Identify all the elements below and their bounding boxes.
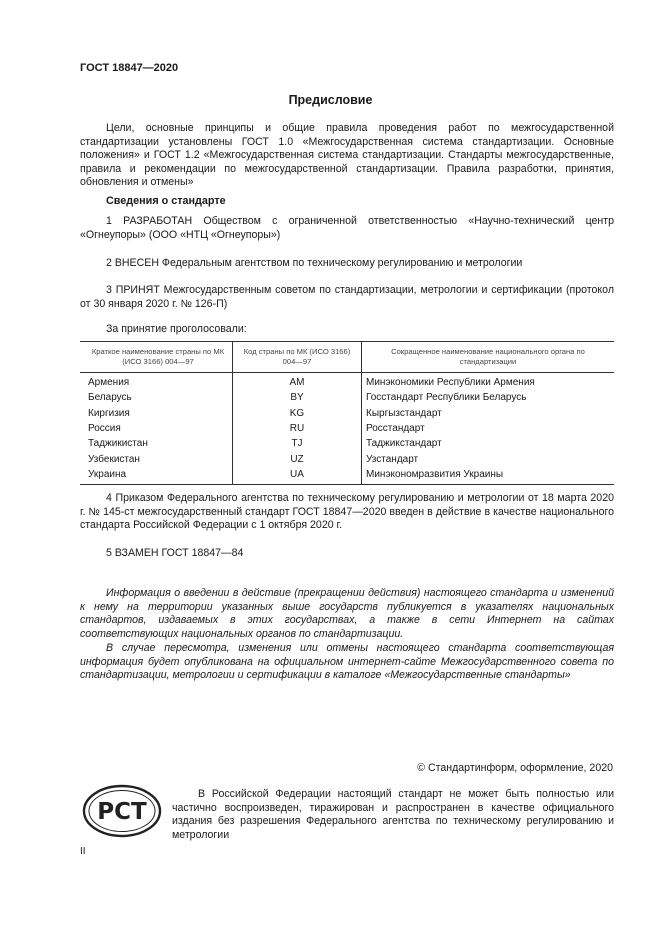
body-cell: Кыргызстандарт (362, 406, 615, 421)
country-cell: Беларусь (88, 392, 132, 404)
page-number: II (80, 846, 86, 857)
info-publication-note: Информация о введении в действие (прекращении действия) настоящего стандарта и изменений к нему на территории указанных выше государств публикуется в указателях национальных стандартов, издаваемых в этих государствах, а также в сети Интернет на сайтах соответствующих национальных органов по стандартизации. (80, 587, 614, 640)
item-adopted: 3 ПРИНЯТ Межгосударственным советом по стандартизации, метрологии и сертификации (протокол от 30 января 2020 г. № 126-П) (80, 284, 614, 310)
body-cell: Госстандарт Республики Беларусь (362, 390, 615, 405)
country-cell: Узбекистан (88, 453, 140, 465)
logo-text: РСТ (97, 799, 147, 825)
body-cell: Минэкономики Республики Армения (362, 373, 615, 391)
code-cell: AM (233, 373, 362, 391)
table-row (80, 421, 614, 436)
body-cell: Минэкономразвития Украины (362, 467, 615, 485)
item-introduced: 2 ВНЕСЕН Федеральным агентством по техническому регулированию и метрологии (106, 257, 523, 269)
body-cell: Росстандарт (362, 421, 615, 436)
table-row (80, 436, 614, 451)
voting-table (80, 341, 614, 485)
table-header-row (80, 342, 614, 373)
item-developed: 1 РАЗРАБОТАН Обществом с ограниченной ответственностью «Научно-технический центр «Огнеупоры» (ООО «НТЦ «Огнеупоры») (80, 215, 614, 241)
vote-label: За принятие проголосовали: (106, 323, 247, 335)
table-row (80, 373, 614, 391)
code-cell: TJ (233, 436, 362, 451)
code-cell: RU (233, 421, 362, 436)
table-row (80, 451, 614, 466)
header-body: Сокращенное наименование национального органа по стандартизации (362, 342, 615, 373)
code-cell: KG (233, 406, 362, 421)
reproduction-notice: В Российской Федерации настоящий стандарт не может быть полностью или частично воспроизведен, тиражирован и распространен в качестве официального издания без разрешения Федерального агентства по техническому регулированию и метрологии (172, 788, 614, 842)
table-row (80, 390, 614, 405)
header-code: Код страны по МК (ИСО 3166) 004—97 (233, 342, 362, 373)
document-code: ГОСТ 18847—2020 (80, 62, 179, 74)
country-cell: Армения (88, 377, 130, 389)
header-country: Краткое наименование страны по МК (ИСО 3166) 004—97 (80, 342, 233, 373)
rst-conformity-mark-icon (80, 782, 164, 840)
item-replaces: 5 ВЗАМЕН ГОСТ 18847—84 (106, 547, 244, 559)
country-cell: Киргизия (88, 407, 130, 419)
body-cell: Таджикстандарт (362, 436, 615, 451)
table-row (80, 406, 614, 421)
body-cell: Узстандарт (362, 451, 615, 466)
info-revision-note: В случае пересмотра, изменения или отмены настоящего стандарта соответствующая информация будет опубликована на официальном интернет-сайте Межгосударственного совета по стандартизации, метрологии и сертификации в каталоге «Межгосударственные стандарты» (80, 642, 614, 682)
code-cell: BY (233, 390, 362, 405)
code-cell: UA (233, 467, 362, 485)
page-title: Предисловие (288, 93, 373, 107)
country-cell: Россия (88, 423, 121, 435)
country-cell: Таджикистан (88, 438, 148, 450)
copyright-line: © Стандартинформ, оформление, 2020 (417, 762, 613, 774)
country-cell: Украина (80, 467, 233, 485)
intro-paragraph: Цели, основные принципы и общие правила проведения работ по межгосударственной стандартизации установлены ГОСТ 1.0 «Межгосударственная система стандартизации. Основные положения» и ГОСТ 1.2 «Межгосударственная система стандартизации. Стандарты межгосударственные, правила и рекомендации по межгосударственной стандартизации. Правила разработки, принятия, обновления и отмены» (80, 122, 614, 189)
code-cell: UZ (233, 451, 362, 466)
item-enacted: 4 Приказом Федерального агентства по техническому регулированию и метрологии от 18 марта 2020 г. № 145-ст межгосударственный стандарт ГОСТ 18847—2020 введен в действие в качестве национального стандарта Российской Федерации с 1 октября 2020 г. (80, 492, 614, 532)
info-heading: Сведения о стандарте (106, 195, 226, 207)
table-row (80, 467, 614, 485)
